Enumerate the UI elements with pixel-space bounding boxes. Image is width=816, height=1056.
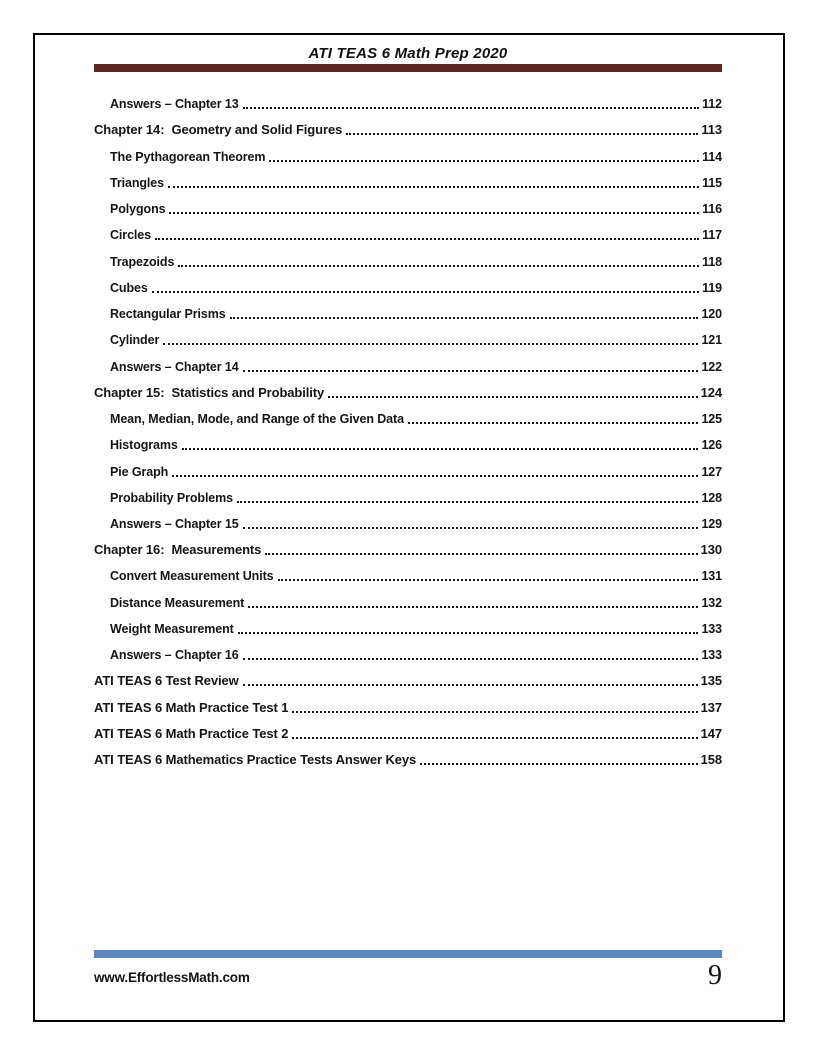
toc-entry — [94, 275, 722, 301]
toc-entry — [94, 143, 722, 169]
toc-dot-leader — [328, 396, 697, 398]
toc-entry — [94, 537, 722, 563]
toc-entry-page: 133 — [701, 648, 722, 663]
toc-entry-label: Rectangular Prisms — [110, 307, 226, 322]
toc-entry-label: Trapezoids — [110, 254, 175, 269]
toc-entry — [94, 511, 722, 537]
toc-entry-page: 126 — [701, 438, 722, 453]
toc-dot-leader — [292, 737, 697, 739]
toc-dot-leader — [163, 343, 698, 345]
toc-entry-page: 119 — [702, 280, 722, 295]
toc-entry — [94, 721, 722, 747]
toc-entry-page: 113 — [701, 122, 722, 138]
toc-entry — [94, 747, 722, 773]
toc-entry-label: Answers – Chapter 15 — [110, 516, 239, 531]
toc-entry-label: ATI TEAS 6 Test Review — [94, 673, 239, 689]
toc-entry-label: Triangles — [110, 175, 164, 190]
page-number: 9 — [708, 960, 722, 991]
toc-entry-page: 133 — [701, 621, 722, 636]
toc-dot-leader — [269, 160, 699, 162]
footer-website-text: www.EffortlessMath.com — [94, 970, 250, 985]
toc-entry-label: Probability Problems — [110, 490, 234, 505]
toc-entry — [94, 694, 722, 720]
toc-dot-leader — [243, 684, 698, 686]
toc-entry-label: The Pythagorean Theorem — [110, 149, 266, 164]
toc-entry-page: 132 — [701, 595, 722, 610]
toc-entry-label: Weight Measurement — [110, 621, 234, 636]
toc-entry — [94, 616, 722, 642]
toc-entry — [94, 353, 722, 379]
toc-entry — [94, 91, 722, 117]
toc-dot-leader — [420, 763, 697, 765]
toc-entry-page: 120 — [701, 307, 722, 322]
toc-entry-label: ATI TEAS 6 Mathematics Practice Tests Answer Keys — [94, 752, 417, 768]
toc-dot-leader — [243, 527, 699, 529]
toc-entry-page: 121 — [701, 333, 722, 348]
toc-dot-leader — [248, 606, 698, 608]
toc-dot-leader — [169, 212, 699, 214]
toc-entry — [94, 432, 722, 458]
toc-entry-page: 112 — [702, 97, 722, 112]
toc-dot-leader — [243, 107, 700, 109]
toc-entry — [94, 563, 722, 589]
toc-dot-leader — [168, 186, 699, 188]
toc-entry — [94, 642, 722, 668]
footer-rule — [94, 950, 722, 958]
toc-entry — [94, 301, 722, 327]
toc-entry-page: 158 — [700, 752, 722, 768]
toc-dot-leader — [230, 317, 699, 319]
toc-entry-page: 116 — [702, 202, 722, 217]
toc-entry-label: Pie Graph — [110, 464, 169, 479]
toc-entry — [94, 406, 722, 432]
toc-entry — [94, 327, 722, 353]
toc-entry-page: 117 — [702, 228, 722, 243]
header-rule — [94, 64, 722, 72]
toc-entry — [94, 196, 722, 222]
toc-entry-label: Chapter 16: Measurements — [94, 542, 262, 558]
toc-dot-leader — [346, 133, 698, 135]
toc-entry-label: Answers – Chapter 16 — [110, 648, 239, 663]
toc-entry-page: 114 — [702, 149, 722, 164]
toc-entry-page: 128 — [701, 490, 722, 505]
toc-entry-label: Chapter 15: Statistics and Probability — [94, 384, 325, 400]
toc-entry-page: 147 — [700, 725, 722, 741]
toc-entry — [94, 485, 722, 511]
toc-entry-page: 115 — [702, 175, 722, 190]
toc-dot-leader — [155, 238, 699, 240]
toc-entry-label: Cubes — [110, 280, 148, 295]
toc-entry-page: 124 — [700, 384, 722, 400]
toc-entry — [94, 458, 722, 484]
toc-entry-page: 130 — [700, 542, 722, 558]
toc-entry — [94, 248, 722, 274]
table-of-contents — [94, 91, 722, 773]
toc-dot-leader — [243, 658, 699, 660]
toc-entry — [94, 668, 722, 694]
toc-entry-page: 131 — [701, 569, 722, 584]
toc-dot-leader — [408, 422, 698, 424]
toc-dot-leader — [292, 711, 697, 713]
toc-entry-label: Cylinder — [110, 333, 160, 348]
toc-entry — [94, 589, 722, 615]
toc-dot-leader — [243, 370, 699, 372]
toc-dot-leader — [237, 501, 698, 503]
toc-entry-label: Distance Measurement — [110, 595, 245, 610]
toc-entry-label: ATI TEAS 6 Math Practice Test 2 — [94, 725, 289, 741]
toc-entry-label: ATI TEAS 6 Math Practice Test 1 — [94, 699, 289, 715]
toc-entry-page: 122 — [701, 359, 722, 374]
toc-dot-leader — [265, 553, 697, 555]
toc-entry-page: 118 — [702, 254, 722, 269]
toc-dot-leader — [278, 579, 699, 581]
toc-entry-label: Answers – Chapter 13 — [110, 97, 239, 112]
toc-entry — [94, 222, 722, 248]
toc-entry-page: 129 — [701, 516, 722, 531]
toc-entry-label: Chapter 14: Geometry and Solid Figures — [94, 122, 343, 138]
toc-entry — [94, 170, 722, 196]
toc-entry-page: 135 — [700, 673, 722, 689]
toc-dot-leader — [238, 632, 699, 634]
toc-entry-label: Polygons — [110, 202, 166, 217]
toc-dot-leader — [178, 265, 699, 267]
toc-dot-leader — [172, 475, 698, 477]
toc-entry-page: 127 — [701, 464, 722, 479]
toc-entry-label: Convert Measurement Units — [110, 569, 274, 584]
toc-entry-label: Mean, Median, Mode, and Range of the Given Data — [110, 412, 404, 427]
toc-dot-leader — [152, 291, 699, 293]
toc-dot-leader — [182, 448, 699, 450]
page-header-title: ATI TEAS 6 Math Prep 2020 — [308, 45, 508, 62]
toc-entry — [94, 117, 722, 143]
toc-entry-page: 125 — [701, 412, 722, 427]
toc-entry — [94, 380, 722, 406]
toc-entry-label: Answers – Chapter 14 — [110, 359, 239, 374]
toc-entry-label: Circles — [110, 228, 151, 243]
toc-entry-page: 137 — [700, 699, 722, 715]
toc-entry-label: Histograms — [110, 438, 178, 453]
